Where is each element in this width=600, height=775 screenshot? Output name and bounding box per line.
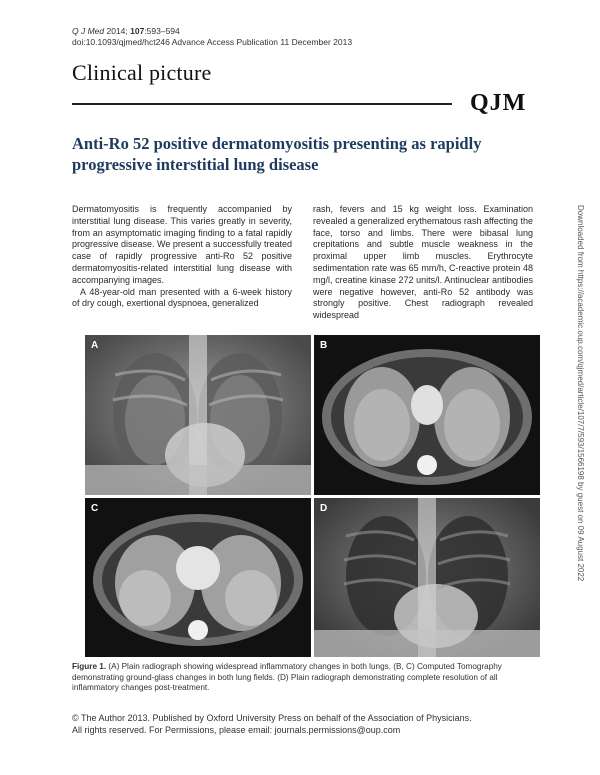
ct-image [314, 335, 540, 495]
figure-caption-prefix: Figure 1. [72, 662, 107, 671]
panel-label: B [320, 340, 328, 351]
paragraph: A 48-year-old man presented with a 6-week history of dry cough, exertional dyspnoea, generalized [72, 286, 292, 309]
download-note [575, 205, 587, 605]
paragraph: Dermatomyositis is frequently accompanied by interstitial lung disease. This varies greatly in severity, from an asymptomatic imaging finding to a fatal rapidly progressive disease. We present a successfully treated case of rapidly progressive anti-Ro 52 positive dermatomyositis-related interstitial lung disease with accompanying images. [72, 204, 292, 285]
copyright-line: © The Author 2013. Published by Oxford University Press on behalf of the Association of Physicians. [72, 713, 472, 723]
copyright-line: All rights reserved. For Permissions, please email: journals.permissions@oup.com [72, 725, 401, 735]
journal-name: Q J Med [72, 26, 105, 36]
header-rule [72, 103, 452, 105]
figure-panel-a [85, 335, 311, 495]
xray-image [314, 498, 540, 657]
ct-image [85, 498, 311, 657]
panel-label: D [320, 503, 328, 514]
article-title: Anti-Ro 52 positive dermatomyositis presenting as rapidly progressive interstitial lung disease [72, 134, 482, 174]
figure-panel-d [314, 498, 540, 657]
figure-panel-b [314, 335, 540, 495]
pages: :593–594 [144, 26, 180, 36]
figure-caption [72, 662, 534, 694]
paragraph: rash, fevers and 15 kg weight loss. Examination revealed a generalized erythematous rash affecting the face, torso and limbs. There were bibasal lung crepitations and subtle muscle weakness in the proximal upper limb muscles. Erythrocyte sedimentation rate was 65 mm/h, C-reactive protein 48 mg/l, creatine kinase 272 units/l. Antinuclear antibodies were negative however, anti-Ro 52 antibody was strongly positive. Chest radiograph revealed widespread [313, 204, 533, 321]
journal-logo: QJM [470, 90, 527, 116]
panel-label: C [91, 503, 99, 514]
volume: 107 [130, 26, 145, 36]
body-column-left [72, 204, 292, 310]
figure-panel-c [85, 498, 311, 657]
year: 2014; [104, 26, 131, 36]
figure-caption-text: (A) Plain radiograph showing widespread inflammatory changes in both lungs. (B, C) Computed Tomography demonstrating ground-glass changes in both lung fields. (D) Plain radiograph demonstrating complete resolution of all inflammatory changes post-treatment. [72, 662, 502, 693]
xray-image [85, 335, 311, 495]
section-title: Clinical picture [72, 60, 212, 85]
doi-line: doi:10.1093/qjmed/hct246 Advance Access Publication 11 December 2013 [72, 37, 353, 47]
figure-1 [85, 335, 540, 657]
citation [72, 26, 352, 48]
body-column-right [313, 204, 533, 322]
download-note-text: Downloaded from https://academic.oup.com/qjmed/article/107/7/593/1566198 by guest on 09 August 2022 [576, 205, 585, 582]
panel-label: A [91, 340, 99, 351]
copyright [72, 712, 534, 736]
